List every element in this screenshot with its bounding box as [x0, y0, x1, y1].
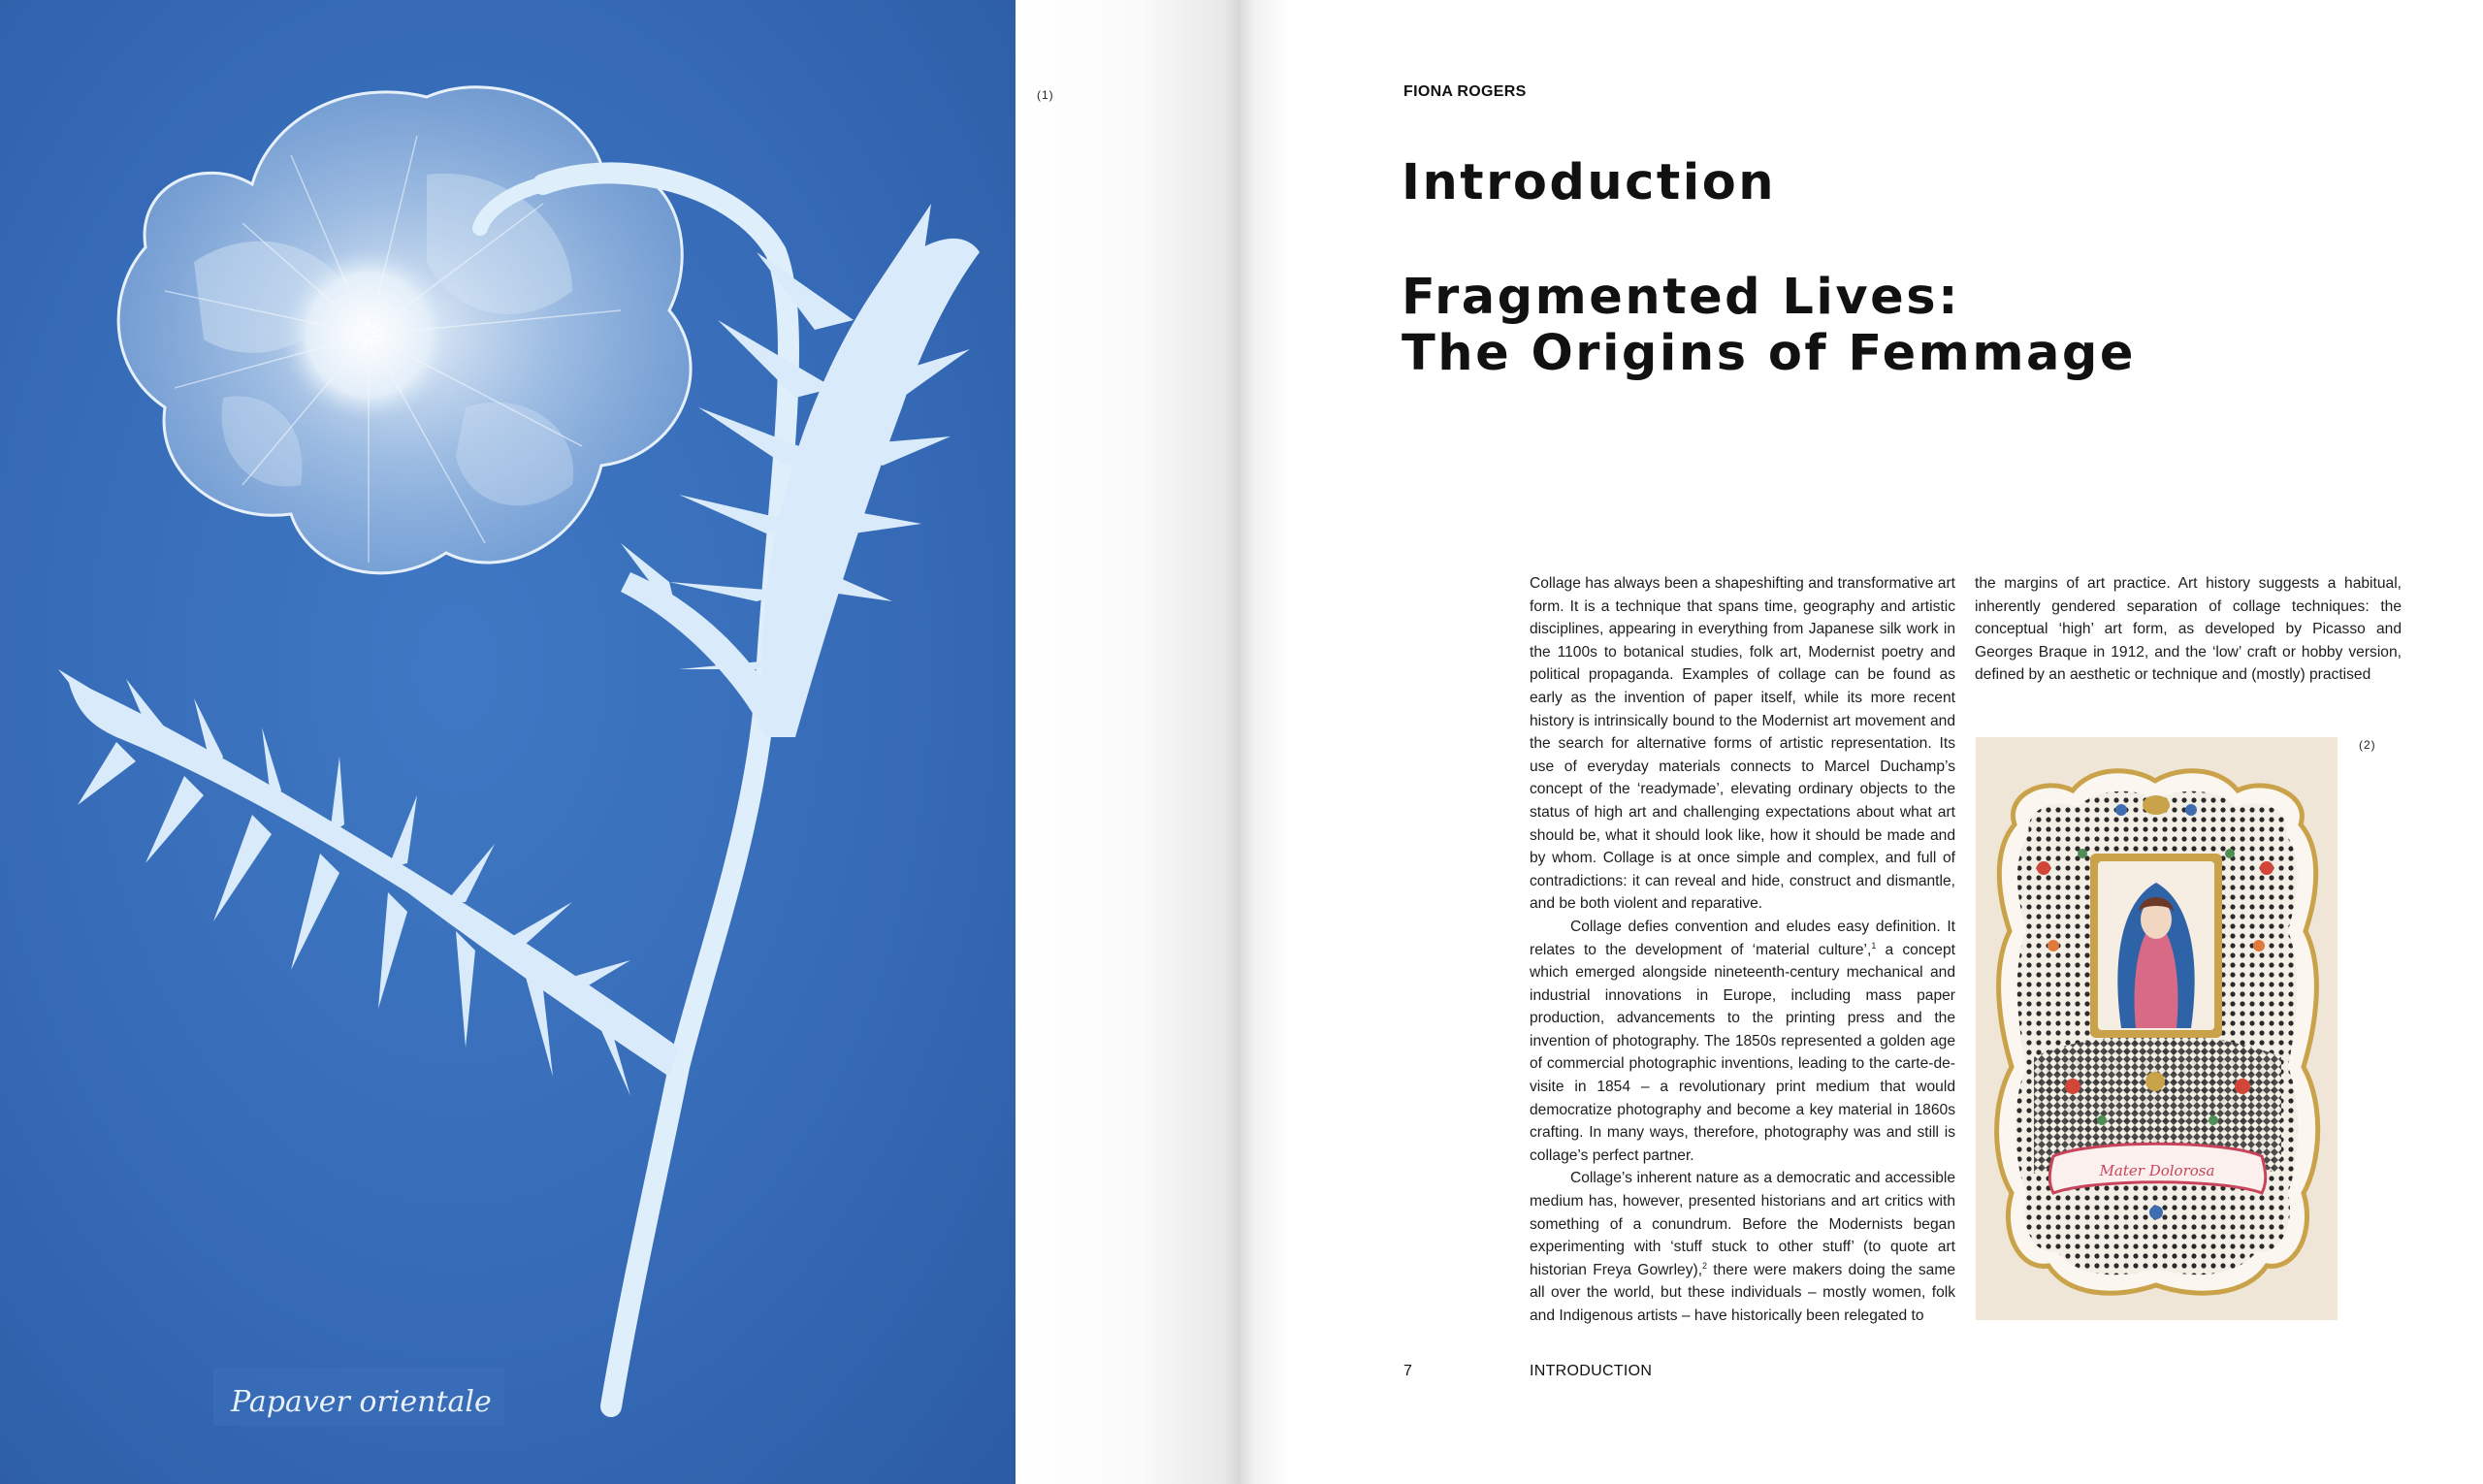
- holy-card-figure: [1976, 737, 2338, 1320]
- paragraph-1: Collage has always been a shapeshifting and transformative art form. It is a technique that spans time, geography and artistic disciplines, appearing in everything from Japanese silk work in the 1100s to botanical studies, folk art, Modernist poetry and political propaganda. Examples of collage can be found as early as the invention of paper itself, while its more recent history is intrinsically bound to the Modernist art movement and the search for alternative forms of artistic representation. Its use of everyday materials connects to Marcel Duchamp’s concept of the ‘readymade’, elevating ordinary objects to the status of high art and challenging expectations about what art should be, what it should look like, how it should be made and by whom. Collage is at once simple and complex, and full of contradictions: it can reveal and hide, construct and dismantle, and be both violent and reparative.: [1530, 575, 1955, 913]
- paragraph-4: the margins of art practice. Art history suggests a habitual, inherently gendered separation of collage techniques: the conceptual ‘high’ art form, as developed by Picasso and Georges Braque in 1912, and the ‘low’ craft or hobby version, defined by an aesthetic or technique and (mostly) practised: [1975, 575, 2402, 684]
- specimen-caption: Papaver orientale: [231, 1385, 492, 1419]
- paragraph-2: [1530, 916, 1955, 1168]
- footnote-marker-1[interactable]: 1: [1871, 940, 1877, 951]
- margin-strip: [1016, 0, 1241, 1484]
- footnote-marker-2[interactable]: 2: [1702, 1260, 1708, 1271]
- banner-text: Mater Dolorosa: [2099, 1162, 2215, 1179]
- subheading-line-2: The Origins of Femmage: [1402, 325, 2136, 382]
- chapter-heading: Introduction: [1402, 154, 1777, 211]
- paragraph-2-text-b: a concept which emerged alongside nineteenth-century mechanical and industrial innovations in Europe, including mass paper production, advancements to the printing press and the invention of photography. The 1850s represented a golden age of commercial photographic inventions, leading to the carte-de-visite in 1854 – a revolutionary print medium that would democratize photography and become a key material in 1860s crafting. In many ways, therefore, photography was and still is collage’s perfect partner.: [1530, 941, 1955, 1164]
- cyanotype-poppy-image: [0, 0, 1016, 1484]
- running-head: INTRODUCTION: [1530, 1363, 1653, 1379]
- subheading-line-1: Fragmented Lives:: [1402, 269, 1960, 326]
- holy-card-image: [1976, 737, 2338, 1320]
- paragraph-3-text-a: Collage’s inherent nature as a democratic and accessible medium has, however, presented historians and art critics with something of a conundrum. Before the Modernists began experimenting with ‘stuff stuck to other stuff’ (to quote art historian Freya Gowrley),: [1530, 1170, 1955, 1278]
- page-number: 7: [1403, 1363, 1412, 1379]
- plate-number: (1): [1037, 88, 1054, 102]
- body-column-right: [1975, 572, 2402, 687]
- chapter-subheading: [1402, 270, 2136, 382]
- figure-number: (2): [2359, 738, 2376, 752]
- body-column-left: [1530, 572, 1955, 1328]
- paragraph-2-text-a: Collage defies convention and eludes easy definition. It relates to the development of ‘material culture’,: [1530, 918, 1955, 958]
- paragraph-3-text-b: there were makers doing the same all over the world, but these individuals – mostly women, folk and Indigenous artists – have historically been relegated to: [1530, 1261, 1955, 1324]
- paragraph-3: [1530, 1167, 1955, 1327]
- author-name: FIONA ROGERS: [1403, 83, 1527, 100]
- cyanotype-plate: [0, 0, 1016, 1484]
